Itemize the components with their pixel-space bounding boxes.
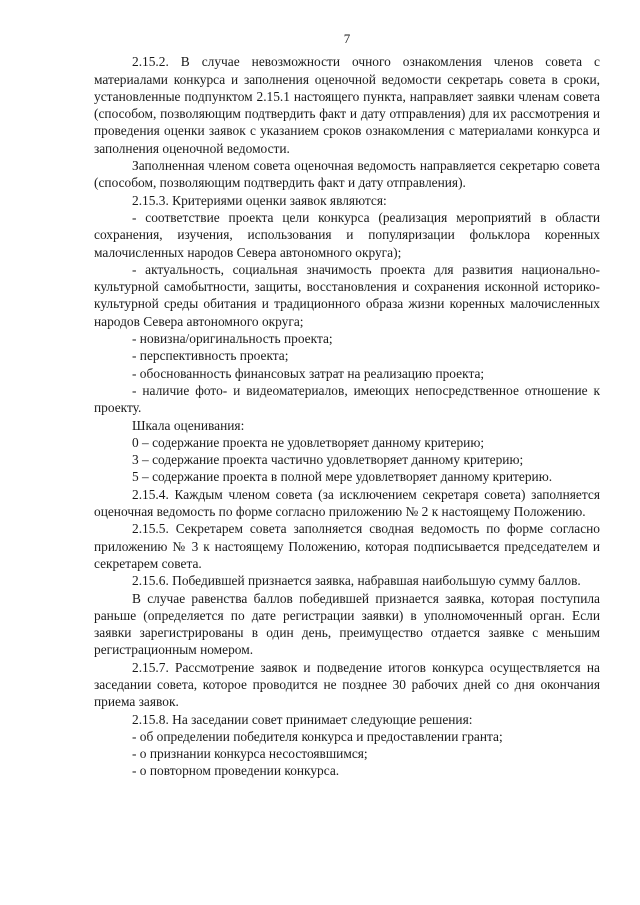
- paragraph-2-15-8: 2.15.8. На заседании совет принимает следующие решения:: [132, 711, 473, 727]
- decision-item: - об определении победителя конкурса и предоставлении гранта;: [132, 728, 503, 744]
- decision-item: - о повторном проведении конкурса.: [132, 763, 340, 779]
- criterion-item: - актуальность, социальная значимость проекта для развития национально-культурной самобытности, защиты, восстановления и сохранения исконной историко-культурной среды обитания и традиционного образа жизни коренных малочисленных народов Севера автономного округа;: [94, 261, 600, 329]
- criterion-item: - перспективность проекта;: [132, 348, 289, 364]
- paragraph-2-15-4: 2.15.4. Каждым членом совета (за исключением секретаря совета) заполняется оценочная ведомость по форме согласно приложению № 2 к настоящему Положению.: [94, 486, 600, 520]
- decision-item: - о признании конкурса несостоявшимся;: [132, 746, 368, 762]
- paragraph-2-15-3: 2.15.3. Критериями оценки заявок являются:: [132, 192, 387, 208]
- paragraph-2-15-7: 2.15.7. Рассмотрение заявок и подведение итогов конкурса осуществляется на заседании совета, которое проводится не позднее 30 рабочих дней со дня окончания приема заявок.: [94, 659, 600, 710]
- scale-item: 3 – содержание проекта частично удовлетворяет данному критерию;: [132, 452, 524, 468]
- paragraph-2-15-6: 2.15.6. Победившей признается заявка, набравшая наибольшую сумму баллов.: [132, 573, 581, 589]
- paragraph-2-15-2: 2.15.2. В случае невозможности очного ознакомления членов совета с материалами конкурса и заполнения оценочной ведомости секретарь совета в сроки, установленные подпунктом 2.15.1 настоящего пункта, направляет заявки членам совета (способом, позволяющим подтвердить факт и дату отправления) для их рассмотрения и проведения оценки заявок с указанием сроков ознакомления с материалами конкурса и заполнения оценочной ведомости.: [94, 54, 600, 156]
- scale-item: 5 – содержание проекта в полной мере удовлетворяет данному критерию.: [132, 469, 553, 485]
- scale-heading: Шкала оценивания:: [132, 417, 245, 433]
- criterion-item: - новизна/оригинальность проекта;: [132, 331, 333, 347]
- criterion-item: - наличие фото- и видеоматериалов, имеющих непосредственное отношение к проекту.: [94, 382, 600, 416]
- page-number: 7: [343, 31, 351, 46]
- paragraph-2-15-5: 2.15.5. Секретарем совета заполняется сводная ведомость по форме согласно приложению № 3 к настоящему Положению, которая подписывается председателем и секретарем совета.: [94, 521, 600, 571]
- scale-item: 0 – содержание проекта не удовлетворяет данному критерию;: [132, 434, 485, 450]
- paragraph-tie-rule: В случае равенства баллов победившей признается заявка, которая поступила раньше (определяется по дате регистрации заявки) в уполномоченный орган. Если заявки зарегистрированы в один день, преимущество отдается заявке с меньшим регистрационным номером.: [94, 590, 600, 658]
- criterion-item: - обоснованность финансовых затрат на реализацию проекта;: [132, 365, 485, 381]
- criterion-item: - соответствие проекта цели конкурса (реализация мероприятий в области сохранения, изучения, использования и популяризации фольклора коренных малочисленных народов Севера автономного округа);: [94, 209, 600, 260]
- document-page: [94, 30, 600, 780]
- paragraph-filled-sheet: Заполненная членом совета оценочная ведомость направляется секретарю совета (способом, позволяющим подтвердить факт и дату отправления).: [94, 158, 600, 191]
